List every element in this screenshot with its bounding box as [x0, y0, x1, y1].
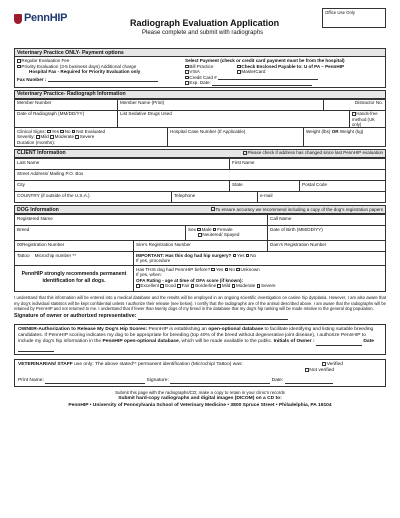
dam-label: Dam’s Registration Number — [270, 241, 327, 247]
procedure-label: If yes, procedure — [136, 258, 171, 264]
initials-field[interactable] — [316, 342, 362, 346]
print-name-field[interactable] — [45, 380, 145, 384]
owner-auth-text2: to facilitate identifying and listing suitable breeding candidates. If PennHIP scoring indicates my dog to be appropriate for breeding (top 40% of the breed without degenerative joint disease), I authorize PennHIP to include my dog’s hip information in the — [18, 326, 374, 345]
excellent-label: Excellent — [140, 283, 160, 289]
print-name-label: Print Name: — [18, 377, 44, 383]
weight-field[interactable] — [303, 128, 385, 146]
distractor-field[interactable] — [323, 100, 385, 110]
not-evaluated-label: Not Evaluated — [76, 128, 106, 134]
telephone-field[interactable] — [171, 192, 257, 202]
borderline-checkbox[interactable] — [191, 284, 195, 288]
when-label: If yes, when: — [136, 272, 162, 278]
auth-date-label: Date — [363, 339, 374, 345]
select-payment-label: Select Payment (check or credit card payment must be from the hospital) — [185, 58, 345, 64]
ofa-severe-label: Severe — [261, 283, 276, 289]
prev-yes-checkbox[interactable] — [211, 268, 215, 272]
female-checkbox[interactable] — [213, 228, 217, 232]
city-field[interactable] — [15, 181, 229, 191]
reg-number-field[interactable] — [15, 241, 133, 251]
female-label: Female — [217, 226, 233, 232]
severe-label: Severe — [79, 134, 95, 140]
country-label: COUNTRY (if outside of the U.S.A.) — [17, 192, 90, 198]
surgery-field — [133, 252, 385, 265]
dob-label: Date of Birth (MM/DD/YY) — [270, 226, 323, 232]
surgery-yes-checkbox[interactable] — [233, 254, 237, 258]
office-use-label: Office Use Only — [325, 10, 356, 15]
tattoo-label: Tattoo — [17, 252, 30, 258]
ofa-severe-checkbox[interactable] — [257, 284, 261, 288]
sire-label: Sire’s Registration Number — [136, 241, 191, 247]
sex-label: Sex — [188, 226, 196, 232]
member-number-label: Member Number — [17, 100, 52, 106]
payment-section — [14, 48, 386, 88]
staff-signature-field[interactable] — [170, 380, 270, 384]
staff-date-label: Date: — [271, 377, 284, 383]
vet-staff-lead: VETERINARIAN/ STAFF — [18, 362, 73, 367]
staff-signature-label: Signature: — [146, 377, 169, 383]
hospital-case-field[interactable] — [167, 128, 303, 146]
initials-label: Initials of Owner : — [273, 339, 315, 345]
surgery-no-checkbox[interactable] — [246, 254, 250, 258]
surgery-question: IMPORTANT: Has this dog had hip surgery? — [136, 252, 232, 258]
city-label: City — [17, 181, 25, 187]
owner-signature-label: Signature of owner or authorized representative: — [14, 313, 137, 320]
not-verified-label: Not verified — [309, 368, 335, 374]
footer-line1: Submit this page with the radiographs/CD; make a copy to retain in your clinic’s records — [115, 390, 285, 396]
member-name-field[interactable] — [117, 100, 323, 110]
verified-checkbox[interactable] — [322, 362, 326, 366]
registered-name-field[interactable] — [15, 215, 267, 225]
header — [14, 8, 386, 46]
street-label: Street Address/ Mailing P.O. Box — [17, 170, 84, 176]
good-label: Good — [164, 283, 176, 289]
call-name-label: Call Name — [270, 215, 292, 221]
prev-no-label: No — [229, 266, 235, 272]
severity-label: Severity: — [17, 134, 35, 140]
bill-label: Bill Practice — [189, 63, 214, 69]
hands-free-label: Hands-free method (UK only) — [352, 111, 378, 127]
cc-label: Credit Card # — [189, 74, 217, 80]
ofa-moderate-checkbox[interactable] — [232, 284, 236, 288]
surgery-yes-label: Yes — [237, 252, 245, 258]
distractor-label: Distractor No. — [354, 100, 383, 106]
address-changed-label: Please check if address has changed since last PennHIP evaluation — [247, 150, 383, 156]
not-evaluated-checkbox[interactable] — [72, 130, 76, 134]
ofa-moderate-label: Moderate — [235, 283, 256, 289]
first-name-label: First Name — [232, 159, 255, 165]
sedative-field[interactable] — [117, 111, 349, 127]
telephone-label: Telephone — [174, 192, 196, 198]
fair-label: Fair — [181, 283, 190, 289]
surgery-no-label: No — [250, 252, 257, 258]
dam-field[interactable] — [267, 241, 385, 251]
dog-bar: DOG Information — [17, 206, 59, 213]
severe-checkbox[interactable] — [75, 135, 79, 139]
previous-question: Has THIS dog had PennHIP before? — [136, 266, 211, 272]
moderate-checkbox[interactable] — [50, 135, 54, 139]
hospital-case-label: Hospital Case Number (If Applicable) — [170, 128, 246, 134]
sire-field[interactable] — [133, 241, 267, 251]
weight-lbs-label: Weight (lbs) — [306, 128, 331, 134]
owner-auth-open-db: open-optional database — [208, 326, 264, 332]
clinical-yes-label: Yes — [51, 128, 60, 134]
last-name-label: Last Name — [17, 159, 40, 165]
state-field[interactable] — [229, 181, 299, 191]
clinical-label: Clinical Signs: — [17, 128, 46, 134]
sedative-label: List Sedative Drugs Used — [120, 111, 172, 117]
logo — [14, 12, 67, 25]
email-field[interactable] — [257, 192, 385, 202]
client-bar: CLIENT Information — [17, 150, 66, 157]
mild-label: Mild — [40, 134, 49, 140]
country-field[interactable] — [15, 192, 171, 202]
male-label: Male — [201, 226, 212, 232]
payment-bar: Veterinary Practice ONLY- Payment options — [17, 49, 124, 56]
regular-label: Regular Evaluation Fee — [21, 58, 70, 64]
dog-section — [14, 205, 386, 292]
vet-staff-box — [14, 359, 386, 387]
footer-line2: Submit hard-copy radiographs and digital images (DICOM) on a CD to: — [118, 396, 282, 402]
owner-authorization-box — [14, 324, 386, 356]
prev-yes-label: Yes — [215, 266, 224, 272]
street-field[interactable] — [15, 170, 385, 180]
weight-or-label: OR — [331, 128, 339, 134]
dob-field[interactable] — [267, 226, 385, 240]
call-name-field[interactable] — [267, 215, 385, 225]
prev-unknown-label: Unknown — [240, 266, 260, 272]
breed-field[interactable] — [15, 226, 185, 240]
page-subtitle: Please complete and submit with radiographs — [142, 30, 264, 36]
male-checkbox[interactable] — [197, 228, 201, 232]
footer — [14, 390, 386, 409]
penn-shield-icon — [14, 14, 22, 24]
hospital-fax-label: Hospital Fax - Required for Priority Evaluation only — [29, 69, 141, 75]
date-field[interactable] — [15, 111, 117, 127]
weight-kg-label: Weight (kg) — [339, 128, 364, 134]
owner-auth-text3: , which will be made available to the public. — [178, 339, 273, 345]
priority-label: Priority Evaluation (3-5 business days) Additional charge — [21, 63, 137, 69]
visa-label: VISA — [189, 69, 200, 75]
owner-signature-field[interactable] — [138, 316, 288, 320]
state-label: State — [232, 181, 243, 187]
ofa-rating-label: OFA Rating - age at time of OFA score (if known): — [136, 277, 244, 283]
good-checkbox[interactable] — [160, 284, 164, 288]
clinical-no-label: No — [64, 128, 71, 134]
sex-field — [185, 226, 267, 240]
prev-no-checkbox[interactable] — [225, 268, 229, 272]
office-use-box[interactable] — [322, 8, 386, 28]
exp-field[interactable] — [212, 82, 312, 86]
staff-date-field[interactable] — [285, 380, 333, 384]
verified-label: Verified — [326, 362, 343, 368]
member-name-label: Member Name (Print) — [120, 100, 165, 106]
last-name-field[interactable] — [15, 159, 229, 169]
fax-number-label: Fax Number : — [17, 76, 47, 82]
logo-text: PennHIP — [24, 12, 68, 24]
exp-label: Exp. Date: — [189, 80, 211, 86]
radiograph-bar: Veterinary Practice- Radiograph Information — [17, 91, 126, 98]
owner-auth-lead: OWNER-Authorization to Release My Dog’s Hip Scores: — [18, 326, 148, 332]
footer-line3: PennHIP • University of Pennsylvania School of Veterinary Medicine • 3800 Spruce Street • Philadelphia, PA 19104 — [68, 402, 332, 408]
neutered-label: Neutered/ Spayed — [202, 232, 240, 238]
mastercard-label: MasterCard — [241, 69, 266, 75]
ofa-mild-label: Mild — [221, 283, 231, 289]
ofa-mild-checkbox[interactable] — [217, 284, 221, 288]
microchip-label: Microchip number ** — [34, 252, 76, 258]
clinical-field — [15, 128, 167, 146]
vet-staff-text: use only: The above stated** permanent identification (Microchip/ Tattoo) was: — [74, 362, 243, 367]
ofa-field — [133, 266, 385, 291]
auth-date-field[interactable] — [18, 348, 54, 352]
radiograph-section — [14, 90, 386, 147]
clinical-yes-checkbox[interactable] — [47, 130, 51, 134]
owner-auth-text1: PennHIP is establishing an — [148, 326, 207, 332]
fax-number-field[interactable] — [48, 78, 158, 82]
consent-text: I understand that this information will be entered into a medical database and the results will be employed in an ongoing scientific investigation on canine hip dysplasia. However, I am also aware that my dog’s individual statistics will be kept confidential unless I authorize their release (see below). I certify that the radiographs are of the animal described above. I am aware that the radiographs will be retained by PennHIP and not returned to me. I understand that if fewer than twenty dogs of my breed in the database that my dog’s hip ranking will be made relative to the general dog population. — [14, 295, 386, 311]
prev-unknown-checkbox[interactable] — [236, 268, 240, 272]
fair-checkbox[interactable] — [177, 284, 181, 288]
clinical-no-checkbox[interactable] — [60, 130, 64, 134]
hands-free-field[interactable] — [349, 111, 385, 127]
tattoo-field[interactable] — [15, 252, 133, 265]
recommend-text: PennHIP strongly recommends permanent identification for all dogs. — [21, 271, 127, 284]
postal-field[interactable] — [299, 181, 385, 191]
first-name-field[interactable] — [229, 159, 385, 169]
borderline-label: Borderline — [195, 283, 217, 289]
reg-number-label: 00Registration Number — [17, 241, 65, 247]
date-label: Date of Radiograph (MM/DD/YY) — [17, 111, 85, 117]
member-number-field[interactable] — [15, 100, 117, 110]
mild-checkbox[interactable] — [36, 135, 40, 139]
postal-label: Postal Code — [302, 181, 328, 187]
duration-label: Duration (months): — [17, 139, 56, 145]
breed-label: Breed — [17, 226, 30, 232]
registered-name-label: Registered Name — [17, 215, 53, 221]
owner-auth-db2: PennHIP open-optional database — [102, 339, 179, 345]
client-section — [14, 149, 386, 203]
page-title: Radiograph Evaluation Application — [130, 18, 280, 28]
accuracy-label: To ensure accuracy we recommend including a copy of the dog’s registration papers — [215, 206, 383, 212]
moderate-label: Moderate — [54, 134, 75, 140]
email-label: e-mail — [260, 192, 273, 198]
check-label: Check Enclosed Payable to: U of PA – PennHIP — [241, 63, 345, 69]
